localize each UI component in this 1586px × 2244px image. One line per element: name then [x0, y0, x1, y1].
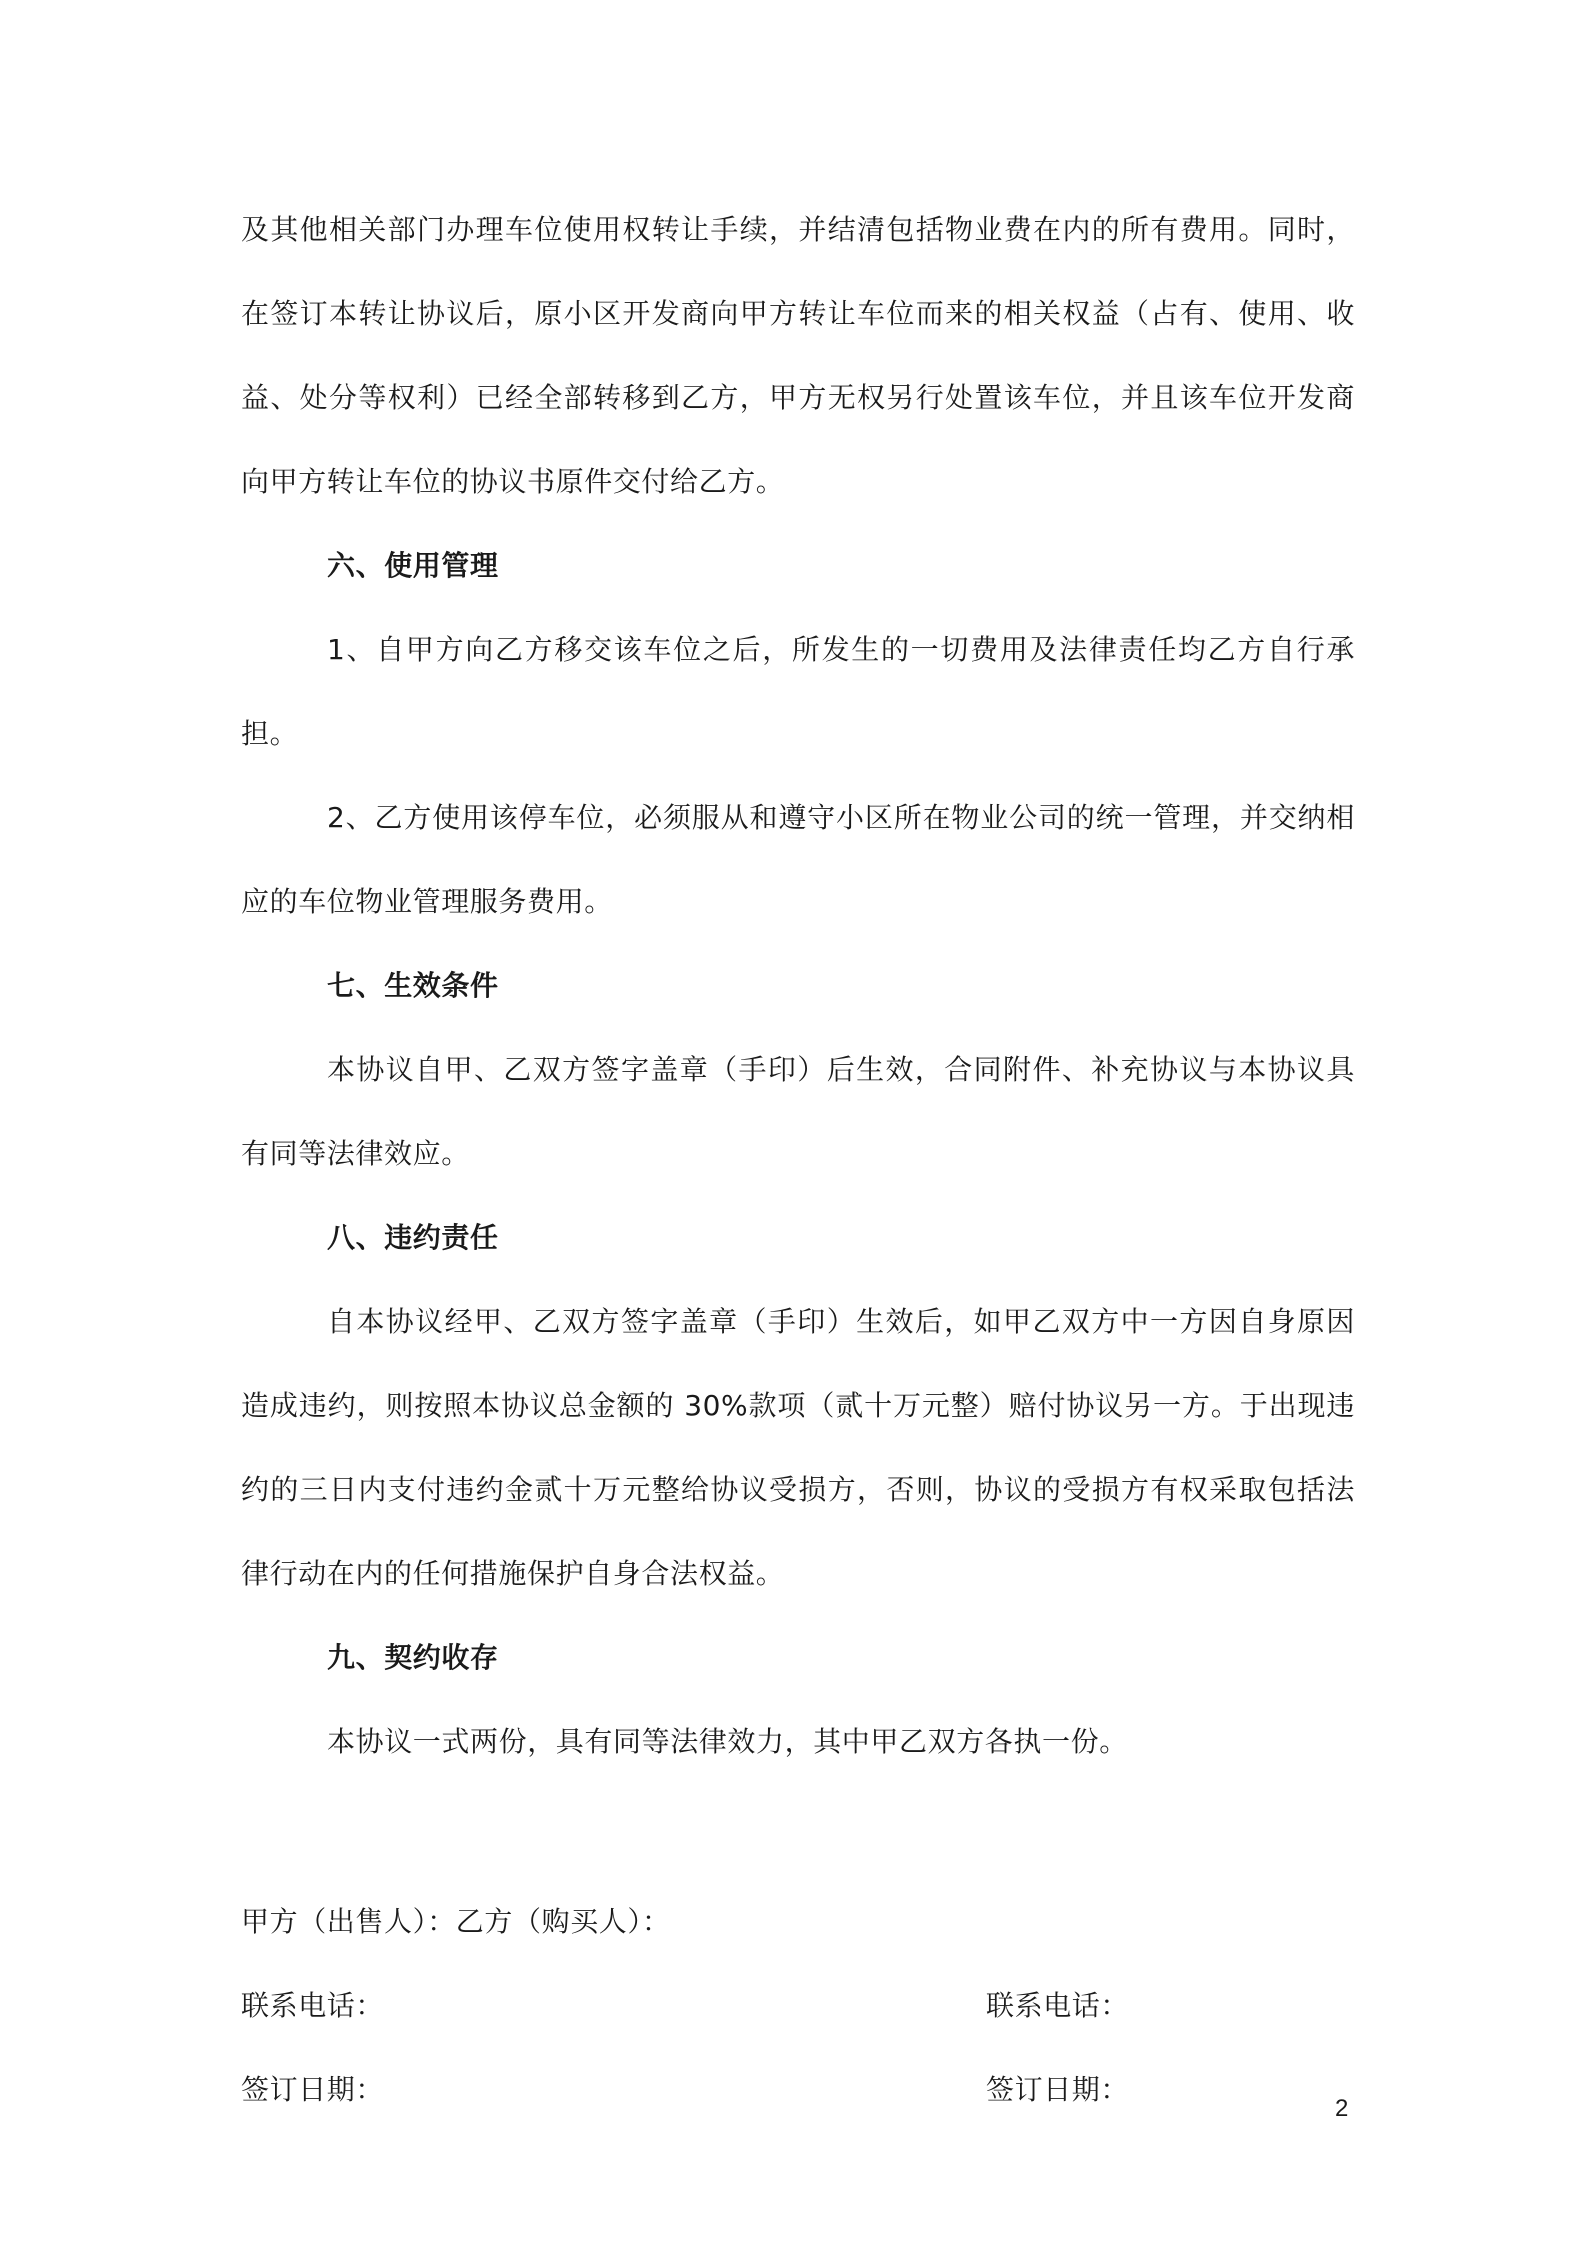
signature-parties-row — [241, 1880, 1355, 1964]
date-label-party-a: 签订日期： — [241, 2073, 385, 2106]
signature-date-row — [241, 2048, 1355, 2132]
signature-phone-row — [241, 1964, 1355, 2048]
spacer — [241, 1784, 1355, 1880]
paragraph-usage-2: 2、乙方使用该停车位，必须服从和遵守小区所在物业公司的统一管理，并交纳相应的车位物业管理服务费用。 — [241, 801, 1355, 918]
phone-label-party-b: 联系电话： — [986, 1989, 1130, 2022]
section-heading-usage-management: 六、使用管理 — [327, 549, 499, 582]
document-body — [241, 188, 1355, 2132]
section-heading-effective-conditions: 七、生效条件 — [327, 969, 499, 1002]
paragraph-usage-1: 1、自甲方向乙方移交该车位之后，所发生的一切费用及法律责任均乙方自行承担。 — [241, 633, 1355, 750]
phone-label-party-a: 联系电话： — [241, 1989, 385, 2022]
paragraph-effective: 本协议自甲、乙双方签字盖章（手印）后生效，合同附件、补充协议与本协议具有同等法律效应。 — [241, 1053, 1355, 1170]
section-heading-contract-keeping: 九、契约收存 — [327, 1641, 499, 1674]
paragraph-liability: 自本协议经甲、乙双方签字盖章（手印）生效后，如甲乙双方中一方因自身原因造成违约，则按照本协议总金额的 30%款项（贰十万元整）赔付协议另一方。于出现违约的三日内支付违约金贰十万元整给协议受损方，否则，协议的受损方有权采取包括法律行动在内的任何措施保护自身合法权益。 — [241, 1305, 1355, 1590]
paragraph-contract-keeping: 本协议一式两份，具有同等法律效力，其中甲乙双方各执一份。 — [327, 1725, 1128, 1758]
date-label-party-b: 签订日期： — [986, 2073, 1130, 2106]
signature-parties-label: 甲方（出售人）：乙方（购买人）： — [241, 1905, 671, 1938]
page-number: 2 — [1335, 2095, 1349, 2122]
paragraph-continuation: 及其他相关部门办理车位使用权转让手续，并结清包括物业费在内的所有费用。同时，在签订本转让协议后，原小区开发商向甲方转让车位而来的相关权益（占有、使用、收益、处分等权利）已经全部转移到乙方，甲方无权另行处置该车位，并且该车位开发商向甲方转让车位的协议书原件交付给乙方。 — [241, 213, 1355, 498]
section-heading-liability: 八、违约责任 — [327, 1221, 499, 1254]
